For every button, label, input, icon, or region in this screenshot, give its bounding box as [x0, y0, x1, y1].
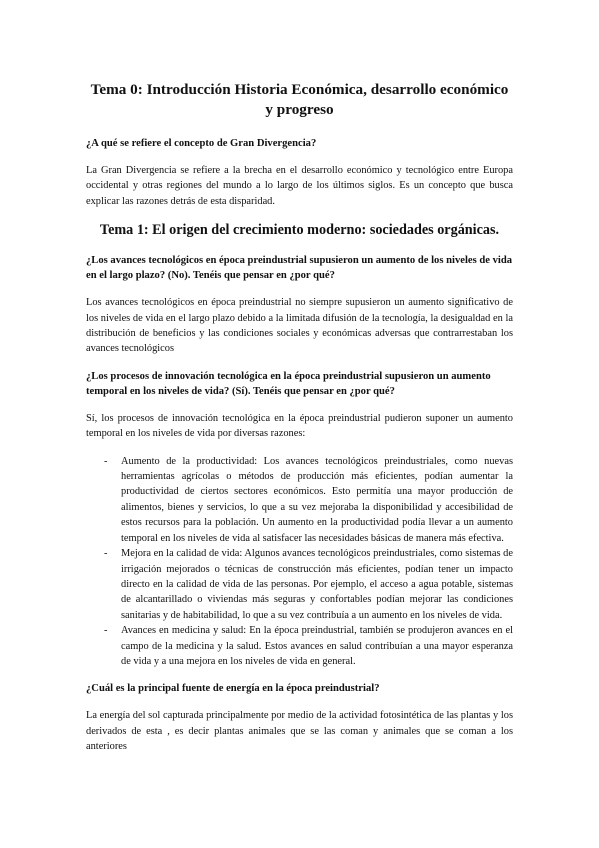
- answer-fuente-energia: La energía del sol capturada principalmente por medio de la actividad fotosintética de las plantas y los derivados de esta , es decir plantas animales que se las coman y animales que se coman a los anteriores: [86, 710, 513, 753]
- bullet-dash: -: [104, 625, 108, 637]
- answer-gran-divergencia: La Gran Divergencia se refiere a la brecha en el desarrollo económico y tecnológico entre Europa occidental y otras regiones del mundo a lo largo de los últimos siglos. Es un concepto que busca explicar las razones detrás de esta disparidad.: [86, 165, 513, 207]
- bullet-dash: -: [104, 548, 108, 560]
- question-innovacion-temporal: ¿Los procesos de innovación tecnológica en la época preindustrial supusieron un aumento temporal en los niveles de vida? (Sí). Tenéis que pensar en ¿por qué?: [86, 370, 491, 397]
- question-fuente-energia: ¿Cuál es la principal fuente de energía en la época preindustrial?: [86, 683, 380, 695]
- list-item: [86, 454, 513, 546]
- question-avances-largo-plazo: ¿Los avances tecnológicos en época preindustrial supusieron un aumento de los niveles de vida en el largo plazo? (No). Tenéis que pensar en ¿por qué?: [86, 255, 513, 282]
- list-item: [86, 623, 513, 669]
- list-item-text: Aumento de la productividad: Los avances tecnológicos preindustriales, como nuevas herramientas agrícolas o métodos de producción más eficientes, podían aumentar la productividad de ciertos sectores económicos. Esto permitía una mayor producción de alimentos, bienes y servicios, lo que a su vez mejoraba la disponibilidad y accesibilidad de estos recursos para la población. Un aumento en la productividad podía llevar a un aumento temporal en los niveles de vida al satisfacer las necesidades básicas de manera más efectiva.: [121, 455, 513, 544]
- bullet-dash: -: [104, 455, 108, 467]
- question-gran-divergencia: ¿A qué se refiere el concepto de Gran Divergencia?: [86, 138, 317, 149]
- answer-innovacion-temporal: Sí, los procesos de innovación tecnológica en la época preindustrial pudieron suponer un aumento temporal en los niveles de vida por diversas razones:: [86, 412, 513, 440]
- document-title: Tema 0: Introducción Historia Económica, desarrollo económico y progreso: [90, 81, 509, 118]
- answer-avances-largo-plazo: Los avances tecnológicos en época preindustrial no siempre supusieron un aumento significativo de los niveles de vida en el largo plazo debido a la limitada difusión de la tecnología, la desigualdad en la distribución de beneficios y las condiciones sociales y económicas adversas que contrarrestaban los avances tecnológicos: [86, 297, 513, 355]
- list-item-text: Avances en medicina y salud: En la época preindustrial, también se produjeron avances en el campo de la medicina y la salud. Estos avances en salud contribuían a una mayor esperanza de vida y a una mejora en los niveles de vida en general.: [121, 625, 513, 667]
- list-item-text: Mejora en la calidad de vida: Algunos avances tecnológicos preindustriales, como sistemas de irrigación mejorados o técnicas de construcción más eficientes, podían tener un impacto directo en la calidad de vida de las personas. Por ejemplo, el acceso a agua potable, sistemas de alcantarillado o viviendas más seguras y confortables podían mejorar las condiciones sanitarias y de habitabilidad, lo que a su vez contribuía a un aumento en los niveles de vida.: [121, 548, 513, 621]
- reasons-list: [86, 454, 513, 670]
- section-title-tema-1: Tema 1: El origen del crecimiento moderno: sociedades orgánicas.: [99, 222, 500, 239]
- list-item: [86, 546, 513, 623]
